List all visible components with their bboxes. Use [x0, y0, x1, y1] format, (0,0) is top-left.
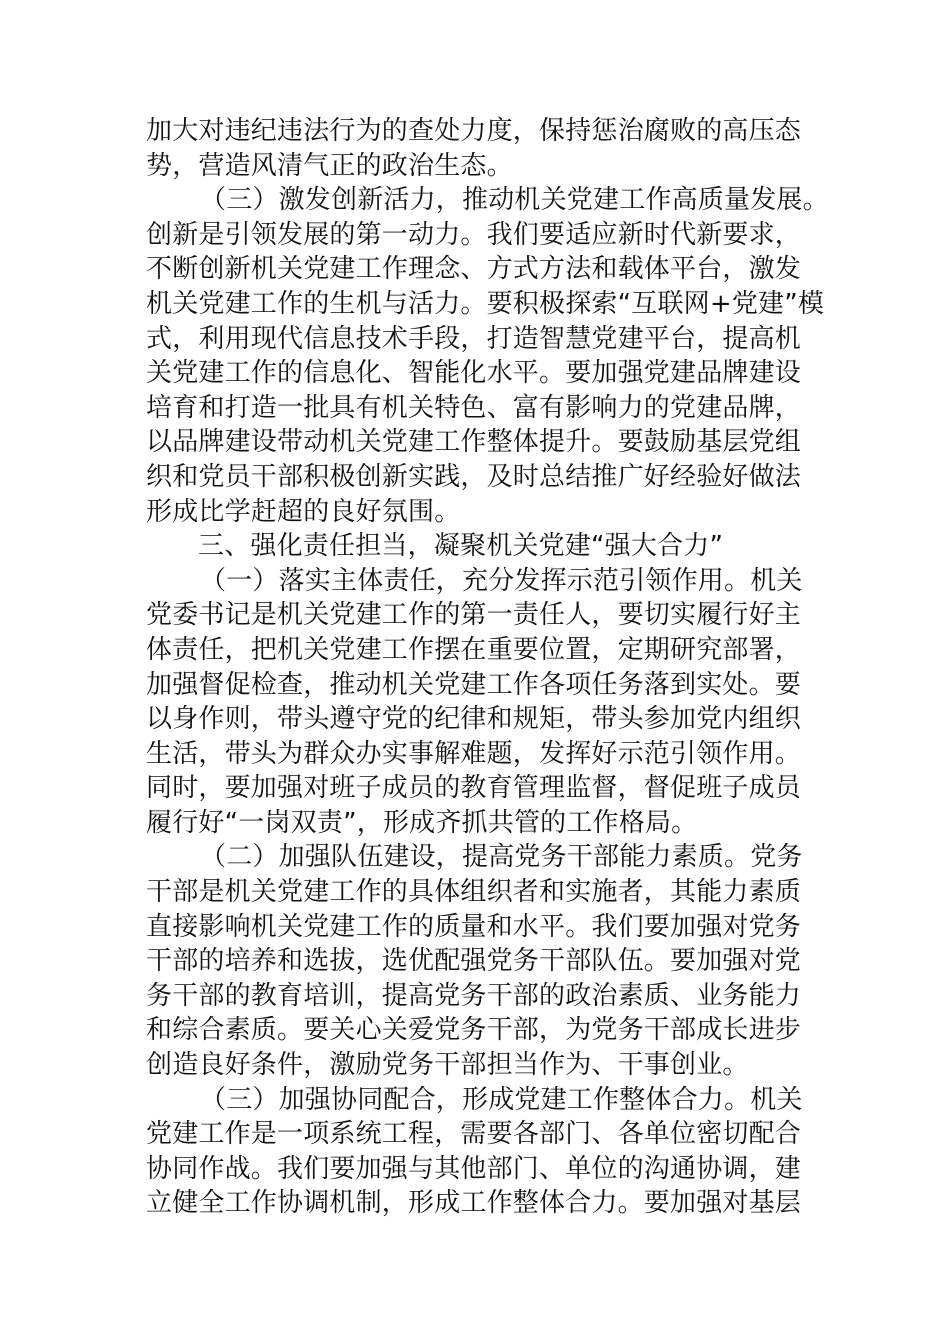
text-line: 机关党建工作的生机与活力。要积极探索“互联网+党建”模 [146, 288, 825, 319]
text-line: 势，营造风清气正的政治生态。 [146, 150, 513, 181]
text-line: 党委书记是机关党建工作的第一责任人，要切实履行好主 [146, 600, 802, 631]
body-text [146, 114, 829, 1221]
text-line: 协同作战。我们要加强与其他部门、单位的沟通协调，建 [146, 1153, 802, 1184]
text-line: 不断创新机关党建工作理念、方式方法和载体平台，激发 [146, 254, 802, 285]
text-line: 直接影响机关党建工作的质量和水平。我们要加强对党务 [146, 911, 802, 942]
text-line: 创造良好条件，激励党务干部担当作为、干事创业。 [146, 1050, 749, 1081]
text-line: 生活，带头为群众办实事解难题，发挥好示范引领作用。 [146, 738, 802, 769]
text-line: 以身作则，带头遵守党的纪律和规矩，带头参加党内组织 [146, 704, 802, 735]
text-line: 党建工作是一项系统工程，需要各部门、各单位密切配合 [146, 1119, 802, 1150]
section-heading-3: （三）激发创新活力，推动机关党建工作高质量发展。 [200, 185, 829, 216]
text-line: 体责任，把机关党建工作摆在重要位置，定期研究部署， [146, 634, 802, 665]
text-line: 干部是机关党建工作的具体组织者和实施者，其能力素质 [146, 877, 802, 908]
text-line: 务干部的教育培训，提高党务干部的政治素质、业务能力 [146, 980, 802, 1011]
text-line: 织和党员干部积极创新实践，及时总结推广好经验好做法 [146, 461, 802, 492]
text-line: 干部的培养和选拔，选优配强党务干部队伍。要加强对党 [146, 946, 802, 977]
text-line: 关党建工作的信息化、智能化水平。要加强党建品牌建设 [146, 358, 802, 389]
text-line: 和综合素质。要关心关爱党务干部，为党务干部成长进步 [146, 1015, 802, 1046]
text-line: 同时，要加强对班子成员的教育管理监督，督促班子成员 [146, 773, 802, 804]
section-heading-3b: （三）加强协同配合，形成党建工作整体合力。机关 [200, 1084, 803, 1115]
text-line: 形成比学赶超的良好氛围。 [146, 496, 461, 527]
text-line: 立健全工作协调机制，形成工作整体合力。要加强对基层 [146, 1188, 802, 1219]
text-line: 履行好“一岗双责”，形成齐抓共管的工作格局。 [146, 807, 698, 838]
section-heading-2: （二）加强队伍建设，提高党务干部能力素质。党务 [200, 842, 803, 873]
text-line: 加强督促检查，推动机关党建工作各项任务落到实处。要 [146, 669, 802, 700]
text-line: 培育和打造一批具有机关特色、富有影响力的党建品牌， [146, 392, 802, 423]
text-line: 以品牌建设带动机关党建工作整体提升。要鼓励基层党组 [146, 427, 802, 458]
text-line: 加大对违纪违法行为的查处力度，保持惩治腐败的高压态 [146, 116, 802, 146]
text-line: 式，利用现代信息技术手段，打造智慧党建平台，提高机 [146, 323, 802, 354]
chapter-heading: 三、强化责任担当，凝聚机关党建“强大合力” [198, 531, 724, 562]
text-line: 创新是引领发展的第一动力。我们要适应新时代新要求， [146, 219, 802, 250]
section-heading-1: （一）落实主体责任，充分发挥示范引领作用。机关 [200, 565, 803, 596]
